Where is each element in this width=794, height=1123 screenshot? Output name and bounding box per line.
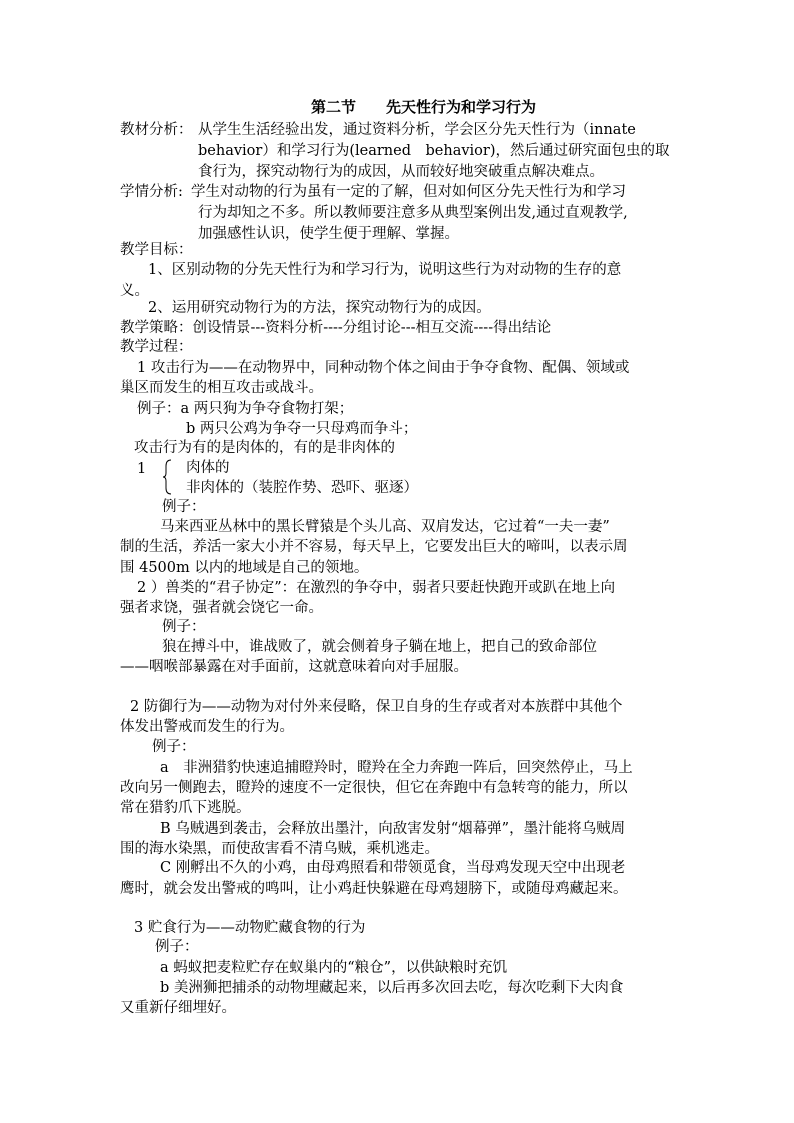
objective-item: 2、运用研究动物行为的方法，探究动物行为的成因。 [148,300,491,316]
attack-types-number: 1 [137,461,147,477]
objectives-heading: 教学目标： [120,242,193,258]
defense-example-b: 围的海水染黑，而使敌害看不清乌贼，乘机逃走。 [120,841,439,857]
defense-example-b: B 乌贼遇到袭击，会释放出墨汁，向敌害发射“烟幕弹”，墨汁能将乌贼周 [160,821,626,837]
student-analysis-line: 行为却知之不多。所以教师要注意多从典型案例出发,通过直观教学, [198,205,628,221]
attack-definition: 巢区而发生的相互攻击或战斗。 [120,380,323,396]
gibbon-example: 马来西亚丛林中的黑长臂猿是个头儿高、双肩发达，它过着“一夫一妻” [160,519,610,535]
objective-item: 义。 [120,283,149,299]
storage-example-a: a 蚂蚁把麦粒贮存在蚁巢内的“粮仓”，以供缺粮时充饥 [160,960,508,976]
gibbon-example: 制的生活，养活一家大小并不容易，每天早上，它要发出巨大的啼叫，以表示周 [120,539,628,555]
textbook-analysis-line: 食行为，探究动物行为的成因，从而较好地突破重点解决难点。 [198,164,604,180]
textbook-analysis-line: 从学生生活经验出发，通过资料分析，学会区分先天性行为（innate [198,122,636,138]
defense-example-c: C 刚孵出不久的小鸡，由母鸡照看和带领觅食，当母鸡发现天空中出现老 [160,860,626,876]
attack-types-intro: 攻击行为有的是肉体的，有的是非肉体的 [134,440,395,456]
defense-example-a: 常在猎豹爪下逃脱。 [120,800,251,816]
example-label: 例子： [152,739,196,755]
gibbon-example: 围 4500m 以内的地域是自己的领地。 [120,560,369,576]
attack-example: 例子：a 两只狗为争夺食物打架； [137,401,354,417]
objective-item: 1、区别动物的分先天性行为和学习行为，说明这些行为对动物的生存的意 [148,262,622,278]
student-analysis-label: 学情分析: [120,184,183,200]
attack-type-physical: 肉体的 [186,460,230,476]
student-analysis-line: 学生对动物的行为虽有一定的了解，但对如何区分先天性行为和学习 [191,184,626,200]
example-label: 例子： [162,619,206,635]
brace-icon [162,459,172,495]
textbook-analysis-line: behavior）和学习行为(learned behavior)，然后通过研究面包虫的取 [198,143,670,159]
wolf-example: 狼在搏斗中，谁战败了，就会侧着身子躺在地上，把自己的致命部位 [162,639,597,655]
defense-definition: 体发出警戒而发生的行为。 [120,719,294,735]
teaching-strategy: 教学策略：创设情景---资料分析----分组讨论---相互交流----得出结论 [120,320,552,336]
gentleman-agreement: 强者求饶，强者就会饶它一命。 [120,600,323,616]
attack-type-nonphysical: 非肉体的（装腔作势、恐吓、驱逐） [186,480,418,496]
defense-example-a: a 非洲猎豹快速追捕瞪羚时，瞪羚在全力奔跑一阵后，回突然停止，马上 [160,760,633,776]
storage-example-b: b 美洲狮把捕杀的动物埋藏起来，以后再多次回去吃，每次吃剩下大肉食 [160,980,624,996]
page-title: 第二节 先天性行为和学习行为 [311,98,537,116]
process-heading: 教学过程： [120,339,193,355]
storage-example-b: 又重新仔细埋好。 [120,1000,236,1016]
defense-example-c: 鹰时，就会发出警戒的鸣叫，让小鸡赶快躲避在母鸡翅膀下，或随母鸡藏起来。 [120,881,628,897]
defense-definition: 2 防御行为——动物为对付外来侵略，保卫自身的生存或者对本族群中其他个 [130,699,623,715]
attack-example: b 两只公鸡为争夺一只母鸡而争斗； [186,421,418,437]
example-label: 例子： [155,939,199,955]
student-analysis-line: 加强感性认识，使学生便于理解、掌握。 [198,226,459,242]
storage-definition: 3 贮食行为——动物贮藏食物的行为 [134,920,366,936]
defense-example-a: 改向另一侧跑去，瞪羚的速度不一定很快，但它在奔跑中有急转弯的能力，所以 [120,780,628,796]
gentleman-agreement: 2 ）兽类的“君子协定”：在激烈的争夺中，弱者只要赶快跑开或趴在地上向 [137,580,616,596]
textbook-analysis-label: 教材分析： [120,122,193,138]
example-label: 例子： [162,499,206,515]
wolf-example: ——咽喉部暴露在对手面前，这就意味着向对手屈服。 [120,659,468,675]
attack-definition: 1 攻击行为——在动物界中，同种动物个体之间由于争夺食物、配偶、领域或 [137,360,630,376]
